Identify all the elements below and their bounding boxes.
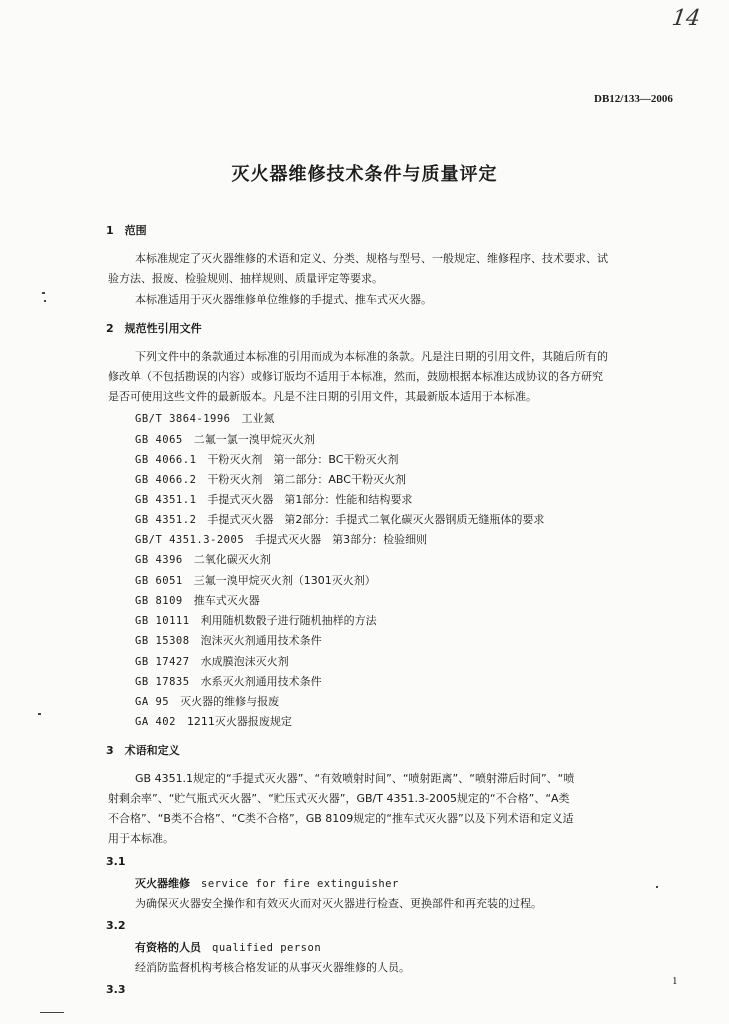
reference-item — [135, 713, 292, 729]
section-3-intro-line-1: GB 4351.1规定的“手提式灭火器”、“有效喷射时间”、“喷射距离”、“喷射滞后时间”、“喷 — [135, 772, 575, 785]
reference-item — [135, 592, 260, 608]
term-number: 3.3 — [106, 983, 126, 996]
section-2-heading: 2 规范性引用文件 — [106, 322, 202, 335]
reference-code: GB 10111 — [135, 615, 190, 627]
scan-speck — [42, 292, 45, 294]
term-english: qualified person — [212, 942, 322, 954]
reference-item — [135, 451, 398, 467]
reference-title: 手提式灭火器 第1部分：性能和结构要求 — [207, 493, 413, 506]
reference-item — [135, 471, 406, 487]
scan-speck — [44, 300, 46, 302]
reference-code: GB 4351.2 — [135, 514, 197, 526]
section-2-intro-line-2: 修改单（不包括勘误的内容）或修订版均不适用于本标准，然而，鼓励根据本标准达成协议的各方研究 — [108, 370, 603, 383]
reference-title: 手提式灭火器 第2部分：手提式二氧化碳灭火器钢质无缝瓶体的要求 — [207, 513, 545, 526]
reference-code: GB 8109 — [135, 595, 183, 607]
reference-code: GB/T 3864-1996 — [135, 413, 231, 425]
reference-title: 1211灭火器报废规定 — [186, 715, 292, 728]
reference-code: GB 4065 — [135, 434, 183, 446]
reference-code: GB 4351.1 — [135, 494, 197, 506]
section-2-intro-line-1: 下列文件中的条款通过本标准的引用而成为本标准的条款。凡是注日期的引用文件，其随后所有的 — [135, 350, 608, 363]
section-3-intro-line-2: 射剩余率”、“贮气瓶式灭火器”、“贮压式灭火器”，GB/T 4351.3-2005规定的“不合格”、“A类 — [108, 792, 570, 805]
reference-title: 推车式灭火器 — [193, 594, 260, 607]
reference-title: 水系灭火剂通用技术条件 — [200, 675, 322, 688]
reference-title: 泡沫灭火剂通用技术条件 — [200, 634, 322, 647]
page-title: 灭火器维修技术条件与质量评定 — [231, 164, 498, 185]
reference-item — [135, 572, 376, 588]
reference-title: 手提式灭火器 第3部分：检验细则 — [255, 533, 428, 546]
term-definition: 经消防监督机构考核合格发证的从事灭火器维修的人员。 — [135, 961, 410, 974]
term-chinese: 有资格的人员 — [135, 941, 201, 954]
reference-title: 二氧化碳灭火剂 — [193, 553, 271, 566]
section-1-paragraph-2: 本标准适用于灭火器维修单位维修的手提式、推车式灭火器。 — [135, 293, 432, 306]
reference-item — [135, 612, 377, 628]
reference-item — [135, 632, 322, 648]
reference-code: GB 17427 — [135, 656, 190, 668]
reference-code: GB 4396 — [135, 554, 183, 566]
term-english: service for fire extinguisher — [201, 878, 399, 890]
section-1-paragraph-1-line-1: 本标准规定了灭火器维修的术语和定义、分类、规格与型号、一般规定、维修程序、技术要求、试 — [135, 252, 608, 265]
section-3-intro-line-4: 用于本标准。 — [108, 832, 174, 845]
reference-code: GA 402 — [135, 716, 176, 728]
term-heading — [135, 875, 399, 891]
handwritten-page-mark: 14 — [670, 6, 702, 31]
reference-item — [135, 410, 275, 426]
scan-speck — [40, 1012, 64, 1013]
section-1-heading: 1 范围 — [106, 224, 147, 237]
reference-code: GB 6051 — [135, 575, 183, 587]
reference-title: 二氟一氯一溴甲烷灭火剂 — [193, 433, 315, 446]
page-number: 1 — [672, 975, 678, 987]
reference-title: 灭火器的维修与报废 — [180, 695, 280, 708]
reference-item — [135, 431, 315, 447]
term-chinese: 灭火器维修 — [135, 877, 190, 890]
document-number: DB12/133—2006 — [594, 93, 673, 105]
reference-code: GB 17835 — [135, 676, 190, 688]
scan-speck — [656, 886, 658, 888]
term-number: 3.1 — [106, 855, 126, 868]
term-heading — [135, 939, 321, 955]
reference-item — [135, 693, 279, 709]
reference-item — [135, 511, 544, 527]
reference-code: GB 15308 — [135, 635, 190, 647]
term-definition: 为确保灭火器安全操作和有效灭火而对灭火器进行检查、更换部件和再充装的过程。 — [135, 897, 542, 910]
reference-code: GB/T 4351.3-2005 — [135, 534, 245, 546]
reference-title: 工业氮 — [241, 412, 275, 425]
reference-item — [135, 491, 412, 507]
reference-title: 干粉灭火剂 第二部分：ABC干粉灭火剂 — [207, 473, 406, 486]
reference-title: 干粉灭火剂 第一部分：BC干粉灭火剂 — [207, 453, 399, 466]
scan-speck — [38, 713, 41, 715]
reference-title: 水成膜泡沫灭火剂 — [200, 655, 289, 668]
reference-code: GB 4066.2 — [135, 474, 197, 486]
reference-item — [135, 531, 427, 547]
section-2-intro-line-3: 是否可使用这些文件的最新版本。凡是不注日期的引用文件，其最新版本适用于本标准。 — [108, 390, 537, 403]
reference-code: GB 4066.1 — [135, 454, 197, 466]
term-number: 3.2 — [106, 919, 126, 932]
reference-title: 利用随机数骰子进行随机抽样的方法 — [200, 614, 377, 627]
reference-item — [135, 673, 322, 689]
section-3-intro-line-3: 不合格”、“B类不合格”、“C类不合格”，GB 8109规定的“推车式灭火器”以及下列术语和定义适 — [108, 812, 574, 825]
section-1-paragraph-1-line-2: 验方法、报废、检验规则、抽样规则、质量评定等要求。 — [108, 272, 383, 285]
section-3-heading: 3 术语和定义 — [106, 744, 180, 757]
reference-title: 三氟一溴甲烷灭火剂（1301灭火剂） — [193, 574, 376, 587]
reference-item — [135, 551, 271, 567]
reference-item — [135, 653, 289, 669]
reference-code: GA 95 — [135, 696, 170, 708]
